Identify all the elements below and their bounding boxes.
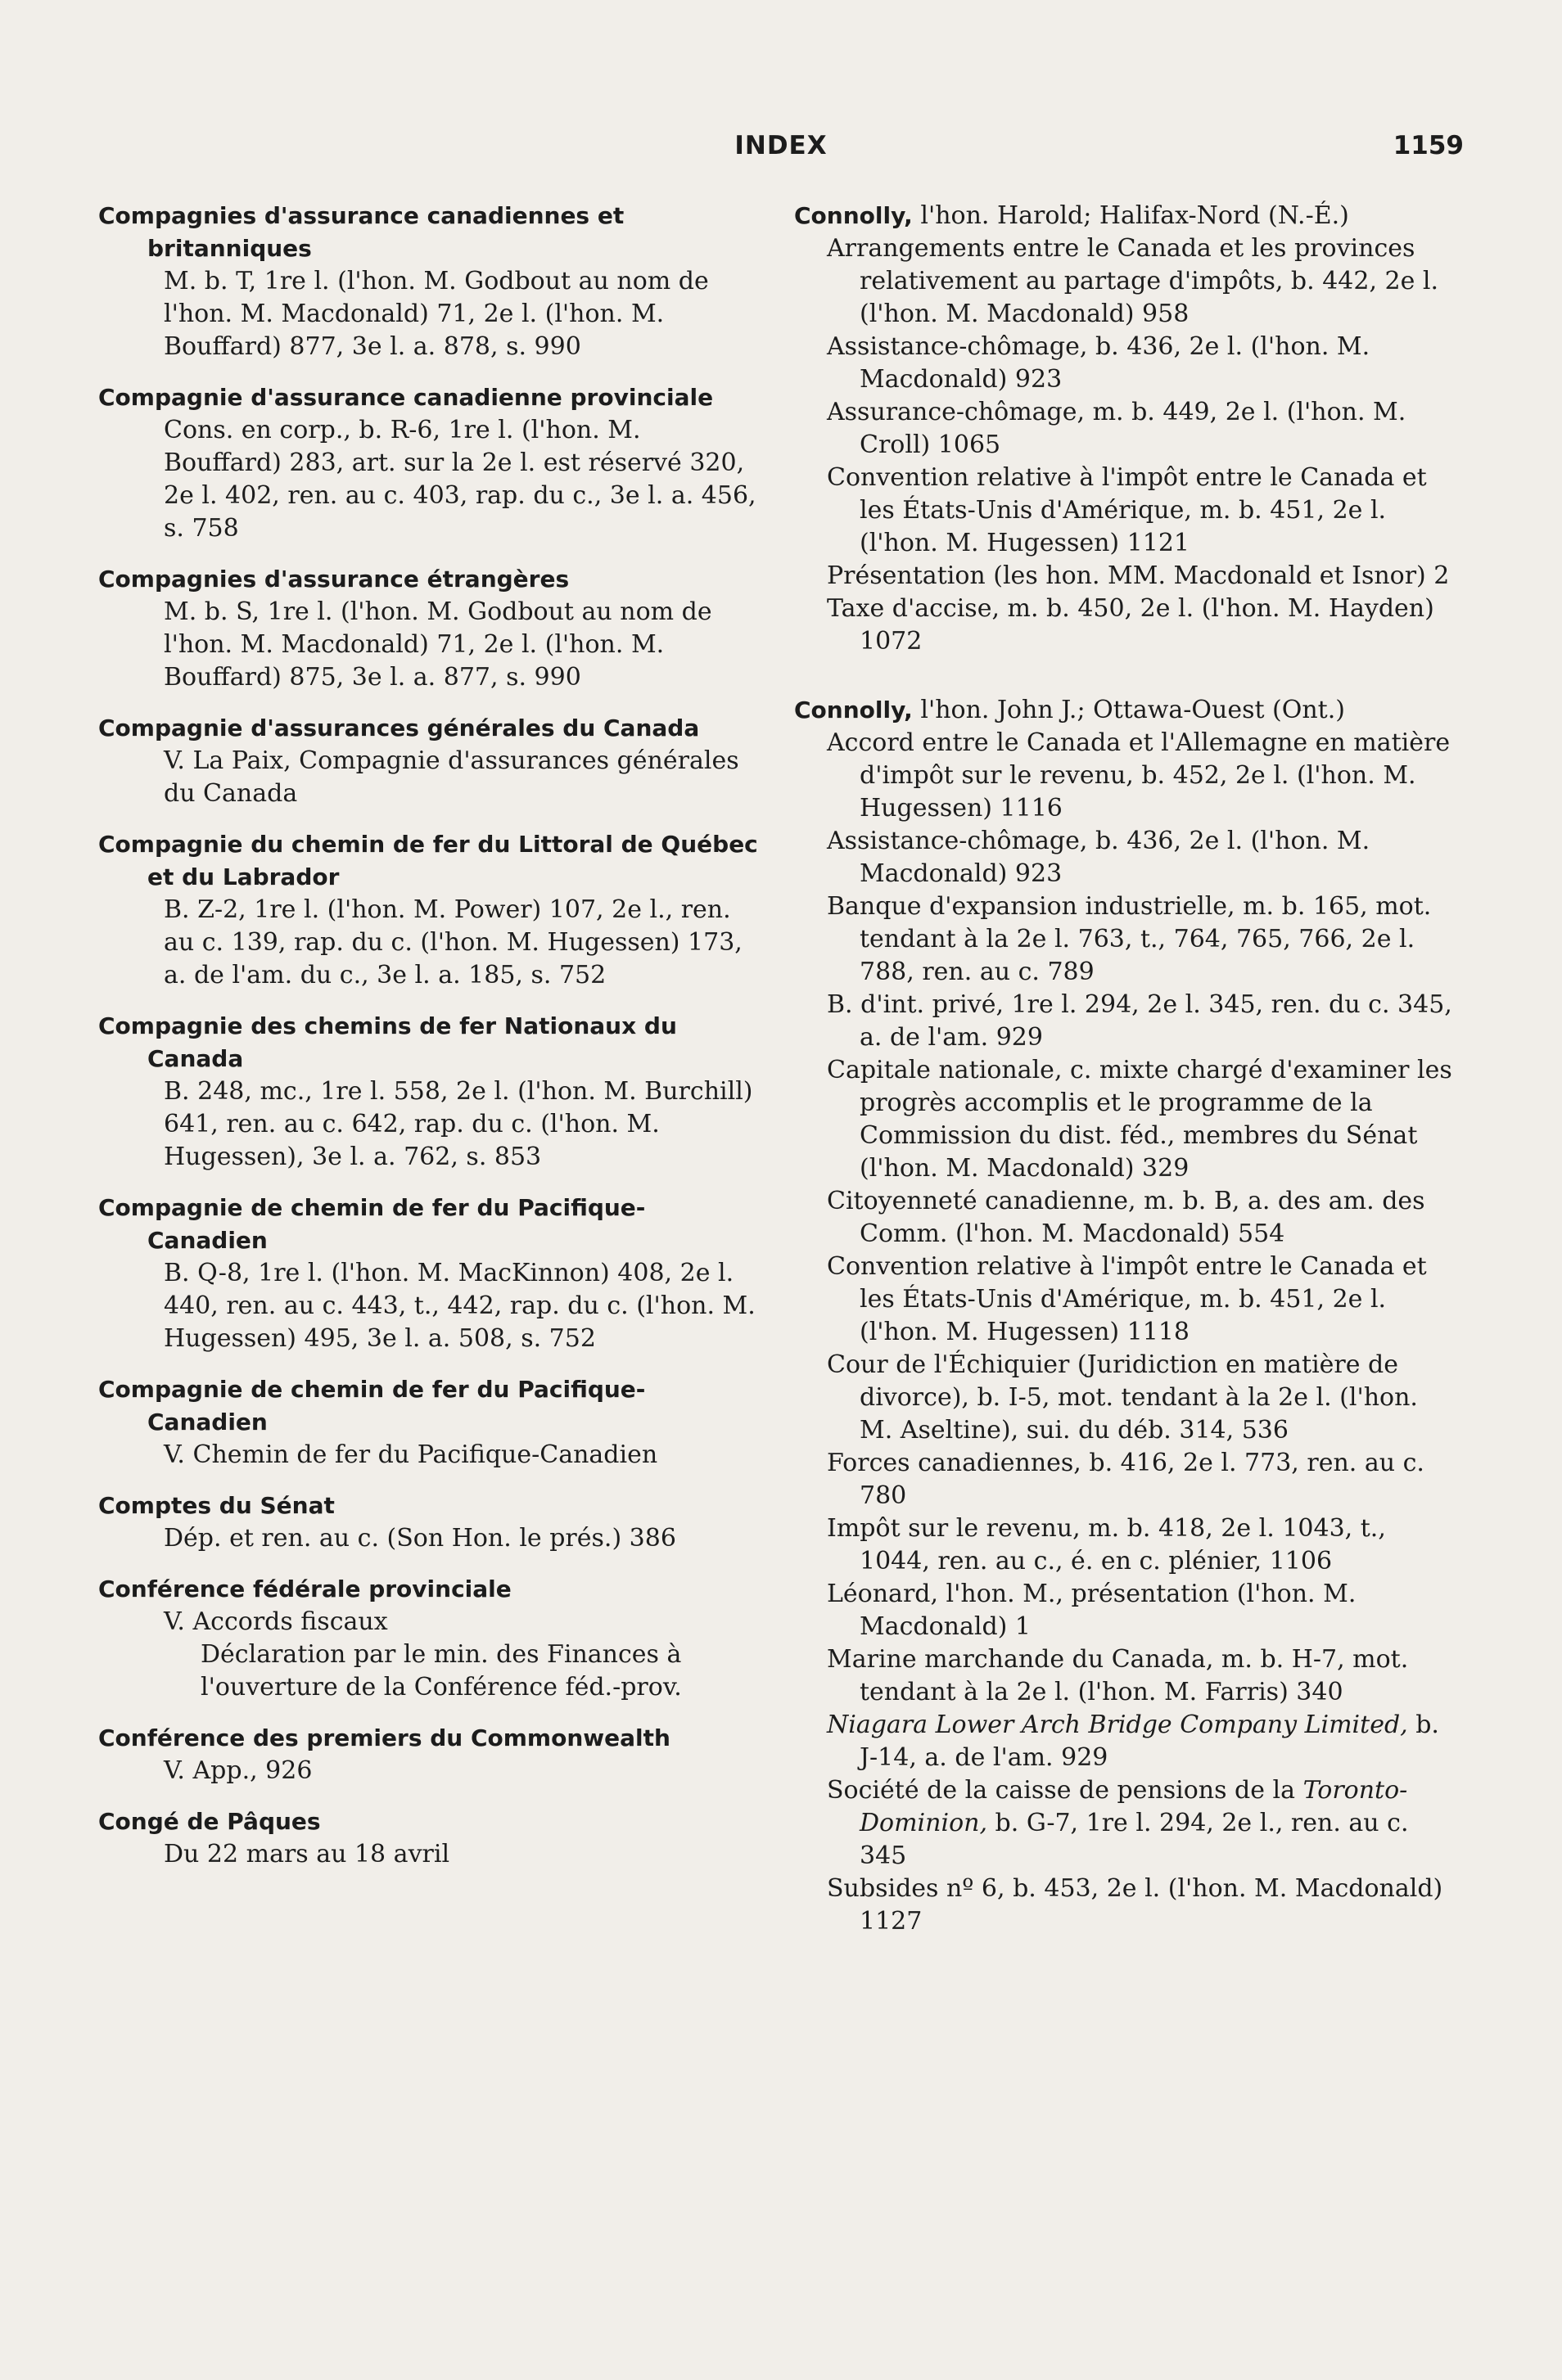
senator-details: l'hon. Harold; Halifax-Nord (N.-É.) <box>912 201 1349 230</box>
entry-subitem: Banque d'expansion industrielle, m. b. 165, mot. tendant à la 2e l. 763, t., 764, 765, 766, 2e l. 788, ren. au c. 789 <box>827 892 1432 986</box>
entry-heading: Compagnie d'assurance canadienne provinciale <box>98 384 714 411</box>
entry-text: V. App., 926 <box>164 1756 313 1785</box>
right-column <box>794 200 1457 1956</box>
entry-subitem-text: Société de la caisse de pensions de la <box>827 1776 1303 1805</box>
entry-text: B. Z-2, 1re l. (l'hon. M. Power) 107, 2e l., ren. au c. 139, rap. du c. (l'hon. M. Hugessen) 173, a. de l'am. du c., 3e l. a. 185, s. 752 <box>164 895 743 989</box>
entry-subitem: Convention relative à l'impôt entre le Canada et les États-Unis d'Amérique, m. b. 451, 2e l. (l'hon. M. Hugessen) 1121 <box>827 463 1427 557</box>
index-entry <box>98 1192 765 1355</box>
entry-subitem: Arrangements entre le Canada et les provinces relativement au partage d'impôts, b. 442, 2e l. (l'hon. M. Macdonald) 958 <box>827 234 1439 328</box>
entry-subitem: Impôt sur le revenu, m. b. 418, 2e l. 1043, t., 1044, ren. au c., é. en c. plénier, 1106 <box>827 1514 1386 1575</box>
entry-subitem: Assurance-chômage, m. b. 449, 2e l. (l'hon. M. Croll) 1065 <box>827 398 1406 459</box>
entry-text: Cons. en corp., b. R-6, 1re l. (l'hon. M. Bouffard) 283, art. sur la 2e l. est réservé 320, 2e l. 402, ren. au c. 403, rap. du c., 3e l. a. 456, s. 758 <box>164 416 756 543</box>
entry-heading: Compagnie des chemins de fer Nationaux du Canada <box>98 1012 677 1072</box>
entry-heading: Compagnie d'assurances générales du Canada <box>98 714 700 741</box>
entry-subitem: Assistance-chômage, b. 436, 2e l. (l'hon. M. Macdonald) 923 <box>827 332 1370 394</box>
entry-subitem: Forces canadiennes, b. 416, 2e l. 773, ren. au c. 780 <box>827 1449 1424 1510</box>
entry-heading: Congé de Pâques <box>98 1808 321 1835</box>
index-entry <box>98 1373 765 1472</box>
entry-text: M. b. S, 1re l. (l'hon. M. Godbout au nom de l'hon. M. Macdonald) 71, 2e l. (l'hon. M. Bouffard) 875, 3e l. a. 877, s. 990 <box>164 597 712 692</box>
italic-title: Niagara Lower Arch Bridge Company Limited, <box>827 1711 1408 1739</box>
entry-text: V. La Paix, Compagnie d'assurances générales du Canada <box>164 746 739 808</box>
entry-heading: Compagnies d'assurance canadiennes et britanniques <box>98 202 625 262</box>
entry-subitem: Convention relative à l'impôt entre le Canada et les États-Unis d'Amérique, m. b. 451, 2e l. (l'hon. M. Hugessen) 1118 <box>827 1252 1427 1346</box>
index-entry <box>794 200 1457 658</box>
entry-subitem-text: b. G-7, 1re l. 294, 2e l., ren. au c. 345 <box>860 1809 1409 1870</box>
senator-name: Connolly, <box>794 202 913 229</box>
entry-subitem <box>794 1709 1457 1774</box>
senator-details: l'hon. John J.; Ottawa-Ouest (Ont.) <box>912 696 1345 724</box>
entry-heading <box>794 694 1457 727</box>
index-entry <box>98 1573 765 1704</box>
entry-text: Du 22 mars au 18 avril <box>164 1840 450 1868</box>
entry-subitem <box>794 1774 1457 1873</box>
entry-subitem: Citoyenneté canadienne, m. b. B, a. des am. des Comm. (l'hon. M. Macdonald) 554 <box>827 1187 1425 1248</box>
index-entry <box>98 563 765 694</box>
entry-subitem: Présentation (les hon. MM. Macdonald et Isnor) 2 <box>827 561 1450 590</box>
entry-subitem: Léonard, l'hon. M., présentation (l'hon. M. Macdonald) 1 <box>827 1580 1357 1641</box>
entry-text: M. b. T, 1re l. (l'hon. M. Godbout au nom de l'hon. M. Macdonald) 71, 2e l. (l'hon. M. Bouffard) 877, 3e l. a. 878, s. 990 <box>164 267 709 361</box>
entry-heading <box>794 200 1457 232</box>
entry-subitem: Subsides nº 6, b. 453, 2e l. (l'hon. M. Macdonald) 1127 <box>827 1874 1443 1936</box>
entry-text: V. Accords fiscaux <box>164 1607 388 1636</box>
page-number: 1159 <box>1393 131 1464 160</box>
italic-title: Toronto-Dominion, <box>860 1776 1408 1837</box>
entry-heading: Conférence des premiers du Commonwealth <box>98 1724 670 1751</box>
entry-text: B. 248, mc., 1re l. 558, 2e l. (l'hon. M. Burchill) 641, ren. au c. 642, rap. du c. (l'hon. M. Hugessen), 3e l. a. 762, s. 853 <box>164 1077 753 1171</box>
entry-heading: Conférence fédérale provinciale <box>98 1575 512 1602</box>
index-entry <box>98 200 765 363</box>
entry-subitem: B. d'int. privé, 1re l. 294, 2e l. 345, ren. du c. 345, a. de l'am. 929 <box>827 990 1452 1052</box>
index-entry <box>98 1490 765 1555</box>
index-entry <box>98 1010 765 1174</box>
page-title: INDEX <box>734 131 828 160</box>
entry-heading: Compagnie de chemin de fer du Pacifique-Canadien <box>98 1194 646 1254</box>
entry-heading: Compagnie du chemin de fer du Littoral de Québec et du Labrador <box>98 831 758 890</box>
page-header <box>98 131 1464 172</box>
entry-subitem: Accord entre le Canada et l'Allemagne en matière d'impôt sur le revenu, b. 452, 2e l. (l'hon. M. Hugessen) 1116 <box>827 728 1451 823</box>
entry-subitem: Marine marchande du Canada, m. b. H-7, mot. tendant à la 2e l. (l'hon. M. Farris) 340 <box>827 1645 1409 1706</box>
entry-heading: Comptes du Sénat <box>98 1492 335 1519</box>
index-entry <box>98 712 765 810</box>
index-entry <box>98 828 765 992</box>
entry-subitem-text: b. J-14, a. de l'am. 929 <box>860 1711 1439 1772</box>
index-entry <box>98 381 765 545</box>
index-entry <box>98 1805 765 1871</box>
senator-name: Connolly, <box>794 696 913 723</box>
entry-heading: Compagnie de chemin de fer du Pacifique-Canadien <box>98 1376 646 1436</box>
entry-text: B. Q-8, 1re l. (l'hon. M. MacKinnon) 408, 2e l. 440, ren. au c. 443, t., 442, rap. du c. (l'hon. M. Hugessen) 495, 3e l. a. 508, s. 752 <box>164 1259 756 1353</box>
entry-subitem: Capitale nationale, c. mixte chargé d'examiner les progrès accomplis et le programme de la Commission du dist. féd., membres du Sénat (l'hon. M. Macdonald) 329 <box>827 1056 1452 1183</box>
entry-heading: Compagnies d'assurance étrangères <box>98 566 570 593</box>
index-entry <box>98 1722 765 1787</box>
entry-text: Déclaration par le min. des Finances à l'ouverture de la Conférence féd.-prov. <box>201 1640 682 1702</box>
entry-subitem: Assistance-chômage, b. 436, 2e l. (l'hon. M. Macdonald) 923 <box>827 827 1370 888</box>
entry-subitem: Taxe d'accise, m. b. 450, 2e l. (l'hon. M. Hayden) 1072 <box>827 594 1434 656</box>
entry-subitem: Cour de l'Échiquier (Juridiction en matière de divorce), b. I-5, mot. tendant à la 2e l. (l'hon. M. Aseltine), sui. du déb. 314, 536 <box>827 1350 1418 1445</box>
index-entry <box>794 694 1457 1938</box>
left-column <box>98 200 765 1889</box>
entry-text: Dép. et ren. au c. (Son Hon. le prés.) 386 <box>164 1524 676 1553</box>
entry-text: V. Chemin de fer du Pacifique-Canadien <box>164 1440 658 1469</box>
